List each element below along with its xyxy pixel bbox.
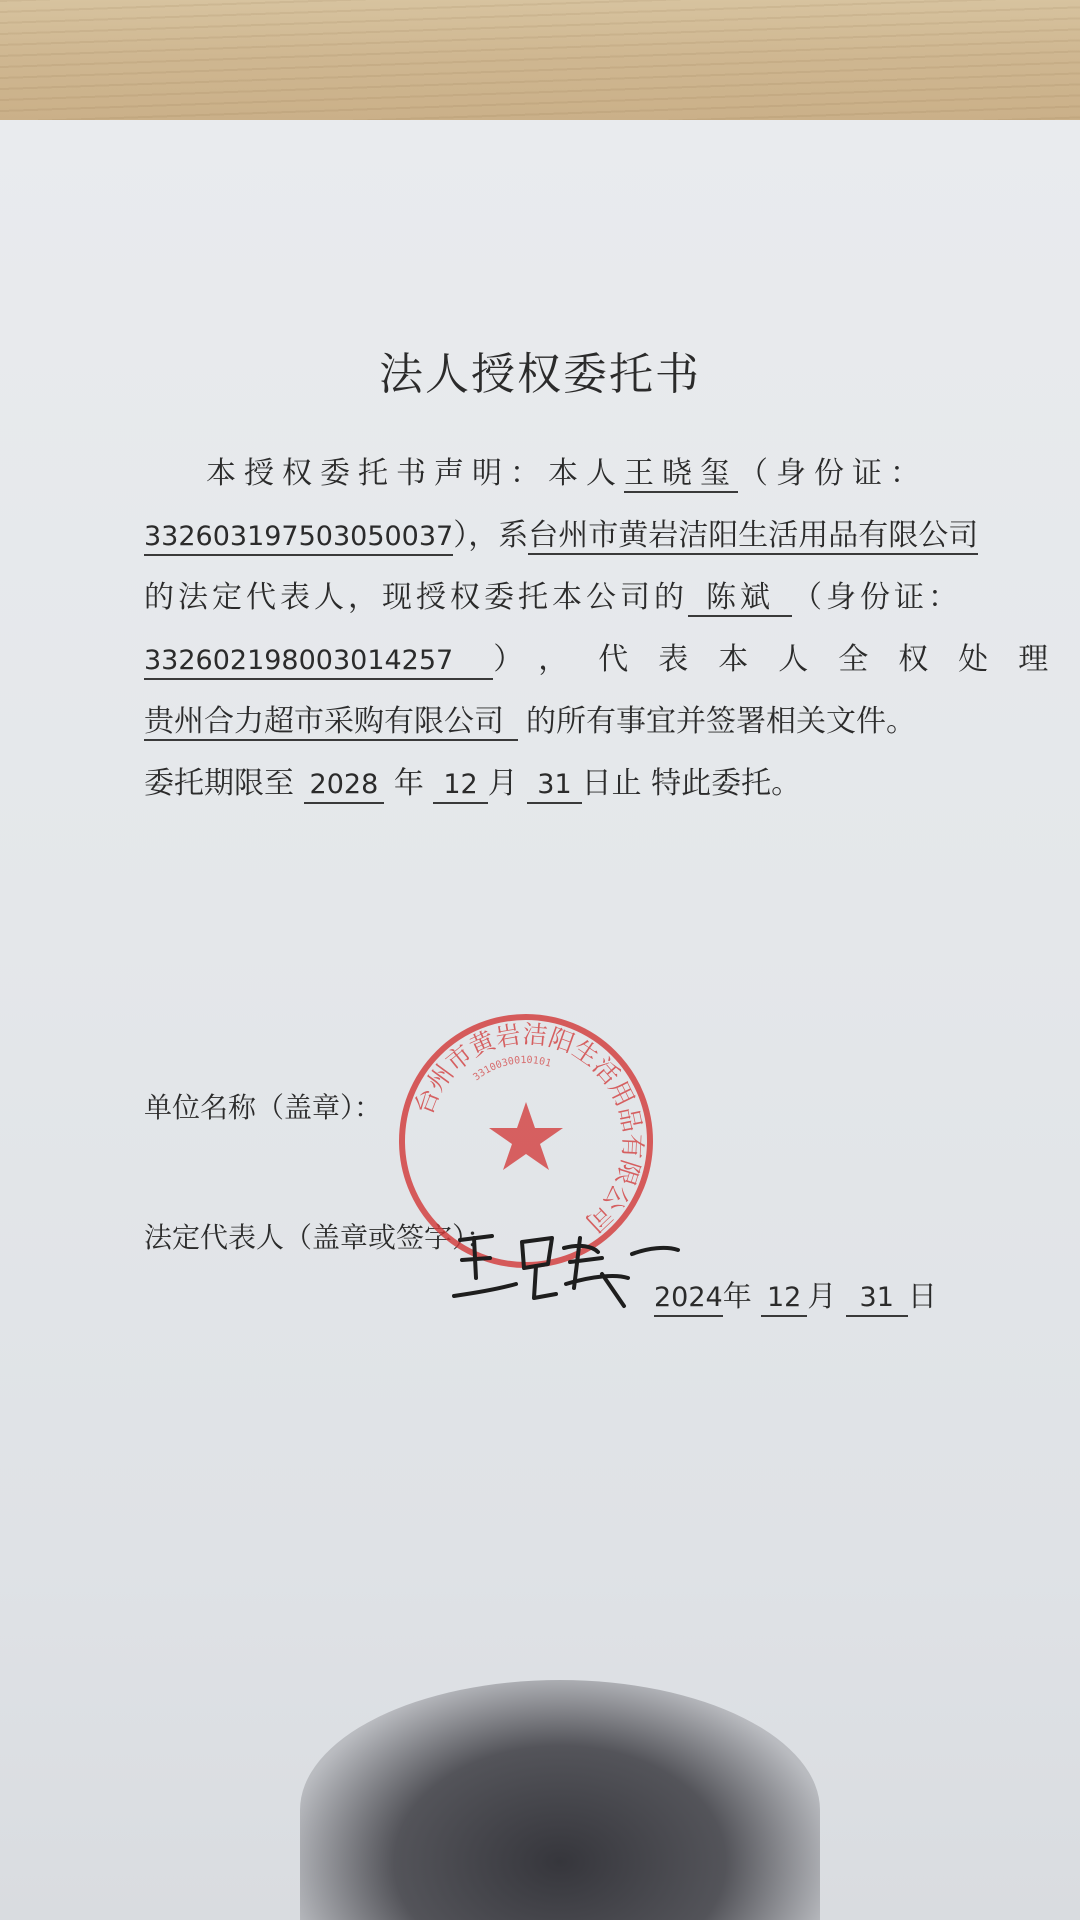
agent-id-number: 332602198003014257 [144, 644, 493, 680]
legal-rep-label: 法定代表人（盖章或签字）： [144, 1221, 495, 1254]
sign-day: 31 [846, 1281, 908, 1317]
term-day: 31 [527, 768, 581, 804]
principal-name: 王晓玺 [624, 456, 738, 491]
client-company-name: 贵州合力超市采购有限公司 [144, 705, 518, 741]
term-year-char: 年 [393, 766, 424, 801]
sign-year: 2024 [654, 1281, 723, 1317]
term-month-char: 月 [487, 766, 518, 801]
representation-text: ），代表本人全权处理 [493, 642, 1079, 677]
company-name: 台州市黄岩洁阳生活用品有限公司 [528, 518, 979, 553]
id-open-paren: （身份证： [738, 456, 928, 491]
term-month: 12 [433, 768, 487, 804]
sign-month-char: 月 [807, 1279, 837, 1313]
seal-company-text: 台州市黄岩洁阳生活用品有限公司 [408, 1019, 648, 1238]
declaration-prefix: 本授权委托书声明：本人 [206, 456, 624, 491]
term-suffix: 日止 特此委托。 [581, 766, 802, 801]
paragraph-line-4 [144, 640, 1078, 680]
relation-text: ），系 [453, 518, 529, 553]
principal-id-number: 332603197503050037 [144, 520, 453, 556]
authorization-text: 的法定代表人，现授权委托本公司的 [144, 580, 688, 615]
sign-day-char: 日 [907, 1279, 937, 1313]
document-title: 法人授权委托书 [379, 349, 701, 400]
term-prefix: 委托期限至 [144, 766, 294, 801]
paragraph-line-2 [144, 516, 978, 556]
term-year: 2028 [304, 768, 385, 804]
term-line [144, 764, 801, 804]
paragraph-line-1 [206, 454, 928, 494]
seal-star-icon [489, 1102, 563, 1170]
wood-grain [0, 0, 1080, 140]
agent-name: 陈斌 [688, 581, 792, 617]
sign-month: 12 [761, 1281, 807, 1317]
paragraph-line-3 [144, 578, 962, 618]
matters-text: 的所有事宜并签署相关文件。 [526, 704, 916, 739]
handwritten-signature [452, 1218, 682, 1318]
agent-id-open-paren: （身份证： [792, 580, 962, 615]
paragraph-line-5 [144, 702, 916, 742]
seal-code-text: 3310030010101 [471, 1054, 553, 1084]
signing-date [654, 1276, 937, 1317]
sign-year-char: 年 [722, 1279, 752, 1313]
unit-name-label: 单位名称（盖章）： [144, 1091, 383, 1124]
